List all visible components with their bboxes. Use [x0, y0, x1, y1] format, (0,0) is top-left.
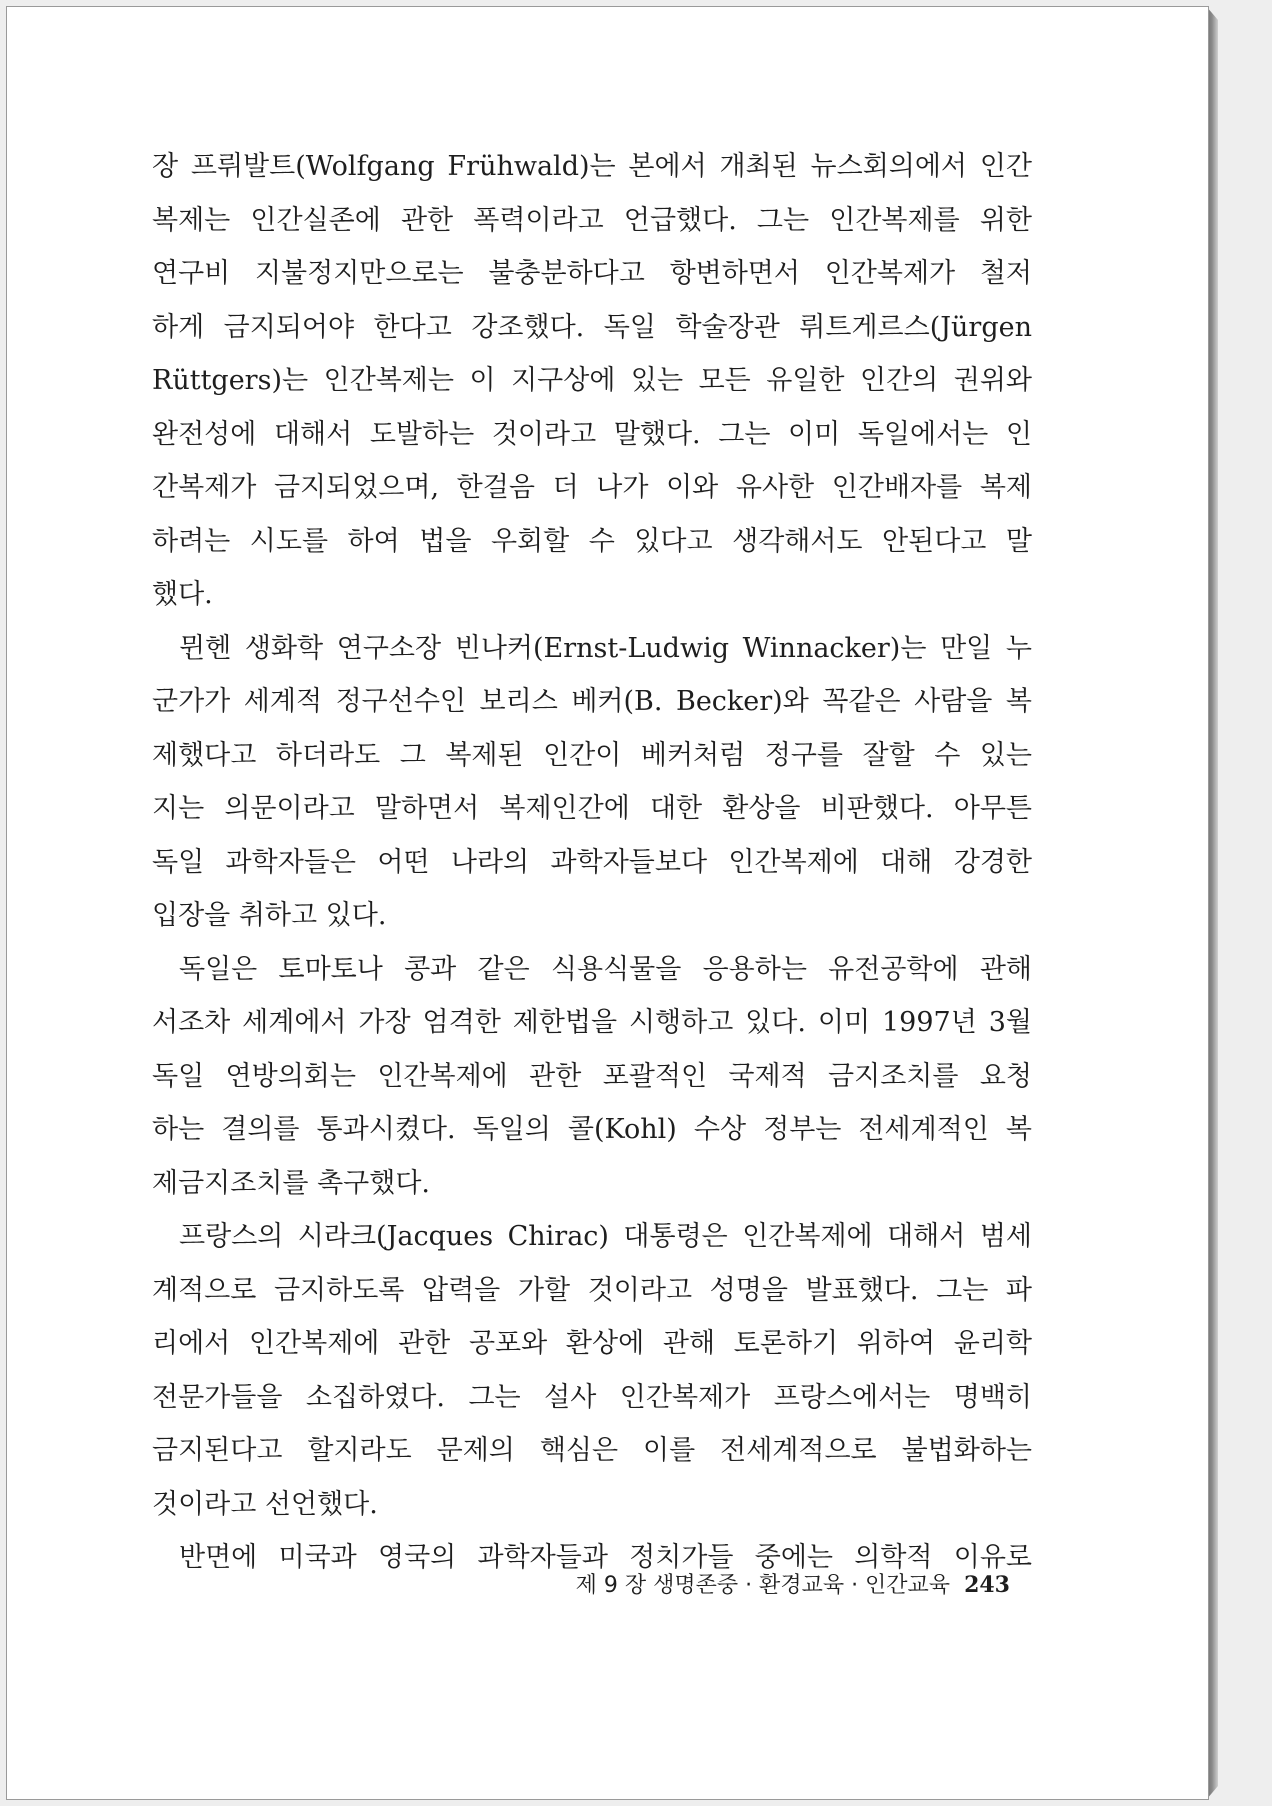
running-footer — [540, 1568, 1010, 1599]
page-number: 243 — [964, 1572, 1010, 1598]
text-line: 연구비 지불정지만으로는 불충분하다고 항변하면서 인간복제가 철저 — [152, 258, 1032, 289]
body-text — [152, 140, 1032, 1585]
text-line: 장 프뤼발트(Wolfgang Frühwald)는 본에서 개최된 뉴스회의에서 인간 — [152, 151, 1032, 182]
text-line: 간복제가 금지되었으며, 한걸음 더 나가 이와 유사한 인간배자를 복제 — [152, 472, 1032, 503]
text-line: 프랑스의 시라크(Jacques Chirac) 대통령은 인간복제에 대해서 범세 — [179, 1221, 1032, 1252]
text-line: 군가가 세계적 정구선수인 보리스 베커(B. Becker)와 꼭같은 사람을 복 — [152, 686, 1032, 717]
text-line: 전문가들을 소집하였다. 그는 설사 인간복제가 프랑스에서는 명백히 — [152, 1381, 1032, 1413]
text-line: 것이라고 선언했다. — [152, 1488, 378, 1520]
text-line: 금지된다고 할지라도 문제의 핵심은 이를 전세계적으로 불법화하는 — [152, 1435, 1032, 1466]
text-line: 완전성에 대해서 도발하는 것이라고 말했다. 그는 이미 독일에서는 인 — [152, 418, 1032, 450]
text-line: 지는 의문이라고 말하면서 복제인간에 대한 환상을 비판했다. 아무튼 — [152, 793, 1032, 824]
chapter-title: 제 9 장 생명존중 · 환경교육 · 인간교육 — [575, 1573, 951, 1598]
text-line: 입장을 취하고 있다. — [152, 900, 387, 931]
text-line: 제금지조치를 촉구했다. — [152, 1167, 430, 1199]
text-line: 뮌헨 생화학 연구소장 빈나커(Ernst-Ludwig Winnacker)는 만일 누 — [179, 632, 1032, 664]
text-line: 독일은 토마토나 콩과 같은 식용식물을 응용하는 유전공학에 관해 — [179, 953, 1032, 985]
text-line: 제했다고 하더라도 그 복제된 인간이 베커처럼 정구를 잘할 수 있는 — [152, 739, 1032, 771]
text-line: Rüttgers)는 인간복제는 이 지구상에 있는 모든 유일한 인간의 권위와 — [152, 365, 1032, 396]
text-line: 독일 과학자들은 어떤 나라의 과학자들보다 인간복제에 대해 강경한 — [152, 846, 1032, 878]
text-line: 하는 결의를 통과시켰다. 독일의 콜(Kohl) 수상 정부는 전세계적인 복 — [152, 1114, 1032, 1145]
text-line: 독일 연방의회는 인간복제에 관한 포괄적인 국제적 금지조치를 요청 — [152, 1060, 1032, 1092]
text-line: 서조차 세계에서 가장 엄격한 제한법을 시행하고 있다. 이미 1997년 3월 — [152, 1007, 1032, 1038]
text-line: 했다. — [152, 579, 213, 610]
text-line: 복제는 인간실존에 관한 폭력이라고 언급했다. 그는 인간복제를 위한 — [152, 204, 1032, 236]
text-line: 하려는 시도를 하여 법을 우회할 수 있다고 생각해서도 안된다고 말 — [152, 525, 1032, 557]
text-line: 리에서 인간복제에 관한 공포와 환상에 관해 토론하기 위하여 윤리학 — [152, 1328, 1032, 1359]
text-line: 반면에 미국과 영국의 과학자들과 정치가들 중에는 의학적 이유로 — [179, 1542, 1032, 1573]
text-line: 하게 금지되어야 한다고 강조했다. 독일 학술장관 뤼트게르스(Jürgen — [152, 311, 1032, 343]
text-line: 계적으로 금지하도록 압력을 가할 것이라고 성명을 발표했다. 그는 파 — [152, 1274, 1032, 1306]
